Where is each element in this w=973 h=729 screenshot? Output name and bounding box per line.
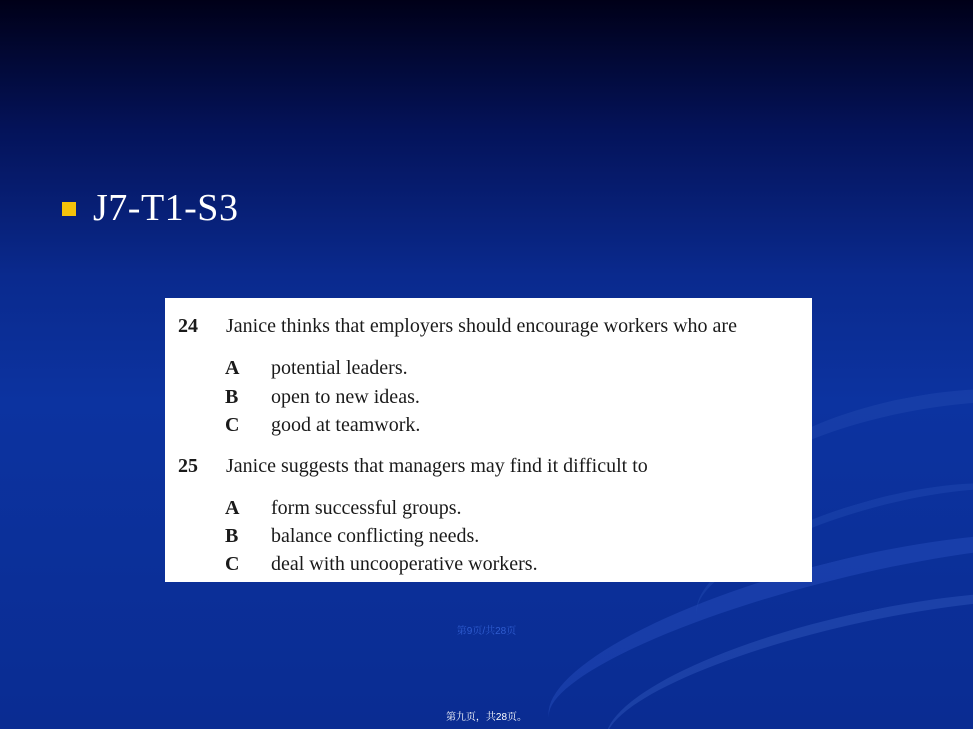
page-counter: 第9页/共28页 xyxy=(456,626,517,637)
option-text: form successful groups. xyxy=(271,497,462,519)
answer-option xyxy=(225,356,408,380)
option-letter: A xyxy=(225,357,240,379)
option-text: good at teamwork. xyxy=(271,414,421,436)
question-number: 24 xyxy=(178,315,198,337)
answer-option xyxy=(225,413,420,437)
question-text: Janice thinks that employers should encourage workers who are xyxy=(226,315,737,337)
question-number: 25 xyxy=(178,455,198,477)
question-image xyxy=(165,298,812,582)
option-letter: C xyxy=(225,553,240,575)
option-text: open to new ideas. xyxy=(271,386,420,408)
answer-option xyxy=(225,524,479,548)
option-letter: C xyxy=(225,414,240,436)
option-text: deal with uncooperative workers. xyxy=(271,553,538,575)
option-letter: B xyxy=(225,525,239,547)
page-counter-footer: 第九页，共28页。 xyxy=(445,712,528,723)
option-letter: B xyxy=(225,386,239,408)
answer-option xyxy=(225,552,538,576)
option-letter: A xyxy=(225,497,240,519)
question-stem xyxy=(178,454,648,478)
option-text: potential leaders. xyxy=(271,357,408,379)
slide-title: J7-T1-S3 xyxy=(93,187,239,229)
slide-title-row xyxy=(62,186,238,230)
option-text: balance conflicting needs. xyxy=(271,525,480,547)
question-stem xyxy=(178,314,737,338)
question-text: Janice suggests that managers may find it difficult to xyxy=(226,455,648,477)
answer-option xyxy=(225,385,420,409)
square-bullet-icon xyxy=(62,202,76,216)
answer-option xyxy=(225,496,462,520)
